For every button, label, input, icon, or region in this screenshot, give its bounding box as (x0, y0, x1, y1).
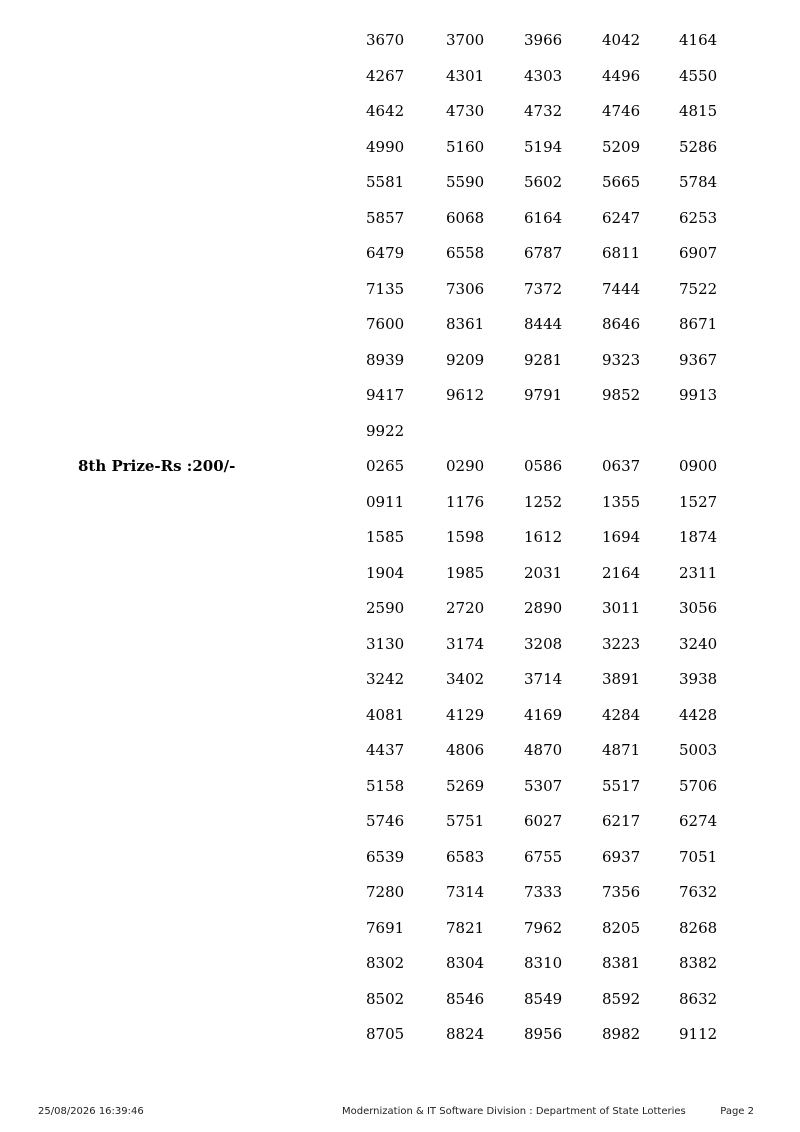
ticket-number: 3130 (366, 634, 405, 653)
ticket-number: 6811 (602, 244, 641, 262)
ticket-number: 3011 (602, 599, 641, 617)
result-row (0, 840, 800, 876)
ticket-number: 5602 (524, 173, 563, 191)
ticket-number: 5857 (366, 208, 405, 227)
ticket-number: 6479 (366, 244, 405, 262)
result-row (0, 769, 800, 805)
ticket-number: 2031 (524, 563, 563, 582)
ticket-number: 5307 (524, 776, 563, 795)
ticket-number: 5160 (446, 137, 485, 156)
ticket-number: 5194 (524, 137, 563, 156)
ticket-number: 9852 (602, 386, 641, 404)
ticket-number: 9281 (524, 350, 563, 369)
result-row (0, 485, 800, 521)
ticket-number: 9417 (366, 386, 405, 404)
ticket-number: 7600 (366, 315, 405, 333)
ticket-number: 2164 (602, 563, 641, 582)
ticket-number: 4746 (602, 102, 641, 120)
ticket-number: 0265 (366, 457, 405, 475)
ticket-number: 6907 (679, 244, 718, 262)
ticket-number: 9112 (679, 1025, 718, 1043)
ticket-number: 7444 (602, 279, 641, 298)
ticket-number: 3242 (366, 670, 405, 688)
result-row (0, 307, 800, 343)
footer-division: Modernization & IT Software Division : Department of State Lotteries (342, 1106, 686, 1117)
ticket-number: 3670 (366, 31, 405, 49)
ticket-number: 1176 (446, 492, 485, 511)
ticket-number: 7522 (679, 279, 718, 298)
ticket-number: 4732 (524, 102, 563, 120)
ticket-number: 4730 (446, 102, 485, 120)
ticket-number: 8268 (679, 918, 718, 937)
ticket-number: 4815 (679, 102, 718, 120)
result-row (0, 733, 800, 769)
prize-label: 8th Prize-Rs :200/- (78, 457, 236, 475)
ticket-number: 7632 (679, 883, 718, 901)
result-row (0, 946, 800, 982)
ticket-number: 3402 (446, 670, 485, 688)
ticket-number: 6217 (602, 812, 641, 830)
ticket-number: 7314 (446, 883, 485, 901)
footer-page-number: Page 2 (720, 1106, 754, 1117)
ticket-number: 6558 (446, 244, 485, 262)
ticket-number: 6755 (524, 847, 563, 866)
ticket-number: 8982 (602, 1025, 641, 1043)
ticket-number: 4496 (602, 66, 641, 85)
ticket-number: 3223 (602, 634, 641, 653)
ticket-number: 5706 (679, 776, 718, 795)
ticket-number: 4267 (366, 66, 405, 85)
ticket-number: 6274 (679, 812, 718, 830)
ticket-number: 8546 (446, 989, 485, 1008)
ticket-number: 3700 (446, 31, 485, 49)
result-row (0, 165, 800, 201)
page-footer (0, 1106, 800, 1122)
ticket-number: 5269 (446, 776, 485, 795)
ticket-number: 8381 (602, 954, 641, 972)
result-row (0, 662, 800, 698)
ticket-number: 6027 (524, 812, 563, 830)
ticket-number: 1874 (679, 528, 718, 546)
ticket-number: 3938 (679, 670, 718, 688)
ticket-number: 7356 (602, 883, 641, 901)
ticket-number: 2720 (446, 599, 485, 617)
ticket-number: 8646 (602, 315, 641, 333)
ticket-number: 4169 (524, 705, 563, 724)
ticket-number: 4550 (679, 66, 718, 85)
ticket-number: 6247 (602, 208, 641, 227)
ticket-number: 1694 (602, 528, 641, 546)
ticket-number: 4870 (524, 741, 563, 759)
ticket-number: 8705 (366, 1025, 405, 1043)
ticket-number: 0290 (446, 457, 485, 475)
ticket-number: 1904 (366, 563, 405, 582)
ticket-number: 8824 (446, 1025, 485, 1043)
result-row (0, 875, 800, 911)
result-row (0, 59, 800, 95)
ticket-number: 5209 (602, 137, 641, 156)
ticket-number: 3714 (524, 670, 563, 688)
result-row (0, 698, 800, 734)
ticket-number: 7821 (446, 918, 485, 937)
ticket-number: 7280 (366, 883, 405, 901)
ticket-number: 5665 (602, 173, 641, 191)
result-row (0, 201, 800, 237)
ticket-number: 6787 (524, 244, 563, 262)
ticket-number: 9791 (524, 386, 563, 404)
ticket-number: 4806 (446, 741, 485, 759)
result-row (0, 591, 800, 627)
ticket-number: 4303 (524, 66, 563, 85)
ticket-number: 0911 (366, 492, 405, 511)
result-row (0, 378, 800, 414)
ticket-number: 3240 (679, 634, 718, 653)
ticket-number: 4129 (446, 705, 485, 724)
ticket-number: 4428 (679, 705, 718, 724)
ticket-number: 8310 (524, 954, 563, 972)
ticket-number: 6937 (602, 847, 641, 866)
ticket-number: 7051 (679, 847, 718, 866)
ticket-number: 3174 (446, 634, 485, 653)
ticket-number: 8939 (366, 350, 405, 369)
ticket-number: 5746 (366, 812, 405, 830)
result-row (0, 804, 800, 840)
ticket-number: 8444 (524, 315, 563, 333)
result-row (0, 556, 800, 592)
ticket-number: 8302 (366, 954, 405, 972)
ticket-number: 4042 (602, 31, 641, 49)
ticket-number: 1527 (679, 492, 718, 511)
ticket-number: 5581 (366, 173, 405, 191)
ticket-number: 9913 (679, 386, 718, 404)
ticket-number: 8592 (602, 989, 641, 1008)
ticket-number: 4301 (446, 66, 485, 85)
ticket-number: 7372 (524, 279, 563, 298)
ticket-number: 2590 (366, 599, 405, 617)
ticket-number: 8382 (679, 954, 718, 972)
ticket-number: 2890 (524, 599, 563, 617)
ticket-number: 4871 (602, 741, 641, 759)
result-row (0, 627, 800, 663)
ticket-number: 0637 (602, 457, 641, 475)
result-row (0, 23, 800, 59)
result-row (0, 520, 800, 556)
ticket-number: 1612 (524, 528, 563, 546)
result-row (0, 272, 800, 308)
ticket-number: 5286 (679, 137, 718, 156)
ticket-number: 9922 (366, 421, 405, 440)
ticket-number: 9323 (602, 350, 641, 369)
ticket-number: 7691 (366, 918, 405, 937)
result-row (0, 130, 800, 166)
result-row (0, 911, 800, 947)
result-row (0, 343, 800, 379)
result-row (0, 982, 800, 1018)
ticket-number: 8502 (366, 989, 405, 1008)
result-row (0, 1017, 800, 1053)
ticket-number: 5517 (602, 776, 641, 795)
result-row (0, 414, 800, 450)
ticket-number: 3208 (524, 634, 563, 653)
ticket-number: 5784 (679, 173, 718, 191)
ticket-number: 8304 (446, 954, 485, 972)
ticket-number: 3891 (602, 670, 641, 688)
ticket-number: 9612 (446, 386, 485, 404)
ticket-number: 2311 (679, 563, 718, 582)
ticket-number: 3966 (524, 31, 563, 49)
ticket-number: 7135 (366, 279, 405, 298)
ticket-number: 0586 (524, 457, 563, 475)
ticket-number: 3056 (679, 599, 718, 617)
ticket-number: 8361 (446, 315, 485, 333)
ticket-number: 7333 (524, 883, 563, 901)
ticket-number: 5158 (366, 776, 405, 795)
ticket-number: 6164 (524, 208, 563, 227)
ticket-number: 6253 (679, 208, 718, 227)
prize-results-list (0, 23, 800, 1053)
ticket-number: 9209 (446, 350, 485, 369)
result-row (0, 449, 800, 485)
ticket-number: 4081 (366, 705, 405, 724)
ticket-number: 4284 (602, 705, 641, 724)
ticket-number: 8549 (524, 989, 563, 1008)
result-row (0, 236, 800, 272)
ticket-number: 6068 (446, 208, 485, 227)
ticket-number: 8632 (679, 989, 718, 1008)
ticket-number: 1585 (366, 528, 405, 546)
ticket-number: 4642 (366, 102, 405, 120)
result-row (0, 94, 800, 130)
ticket-number: 1355 (602, 492, 641, 511)
ticket-number: 8205 (602, 918, 641, 937)
ticket-number: 4164 (679, 31, 718, 49)
ticket-number: 0900 (679, 457, 718, 475)
ticket-number: 1598 (446, 528, 485, 546)
ticket-number: 1985 (446, 563, 485, 582)
ticket-number: 6583 (446, 847, 485, 866)
ticket-number: 7306 (446, 279, 485, 298)
ticket-number: 9367 (679, 350, 718, 369)
ticket-number: 6539 (366, 847, 405, 866)
ticket-number: 4990 (366, 137, 405, 156)
ticket-number: 4437 (366, 741, 405, 759)
ticket-number: 5003 (679, 741, 718, 759)
ticket-number: 8671 (679, 315, 718, 333)
ticket-number: 7962 (524, 918, 563, 937)
footer-datetime: 25/08/2026 16:39:46 (38, 1106, 144, 1117)
ticket-number: 5751 (446, 812, 485, 830)
ticket-number: 5590 (446, 173, 485, 191)
ticket-number: 1252 (524, 492, 563, 511)
ticket-number: 8956 (524, 1025, 563, 1043)
